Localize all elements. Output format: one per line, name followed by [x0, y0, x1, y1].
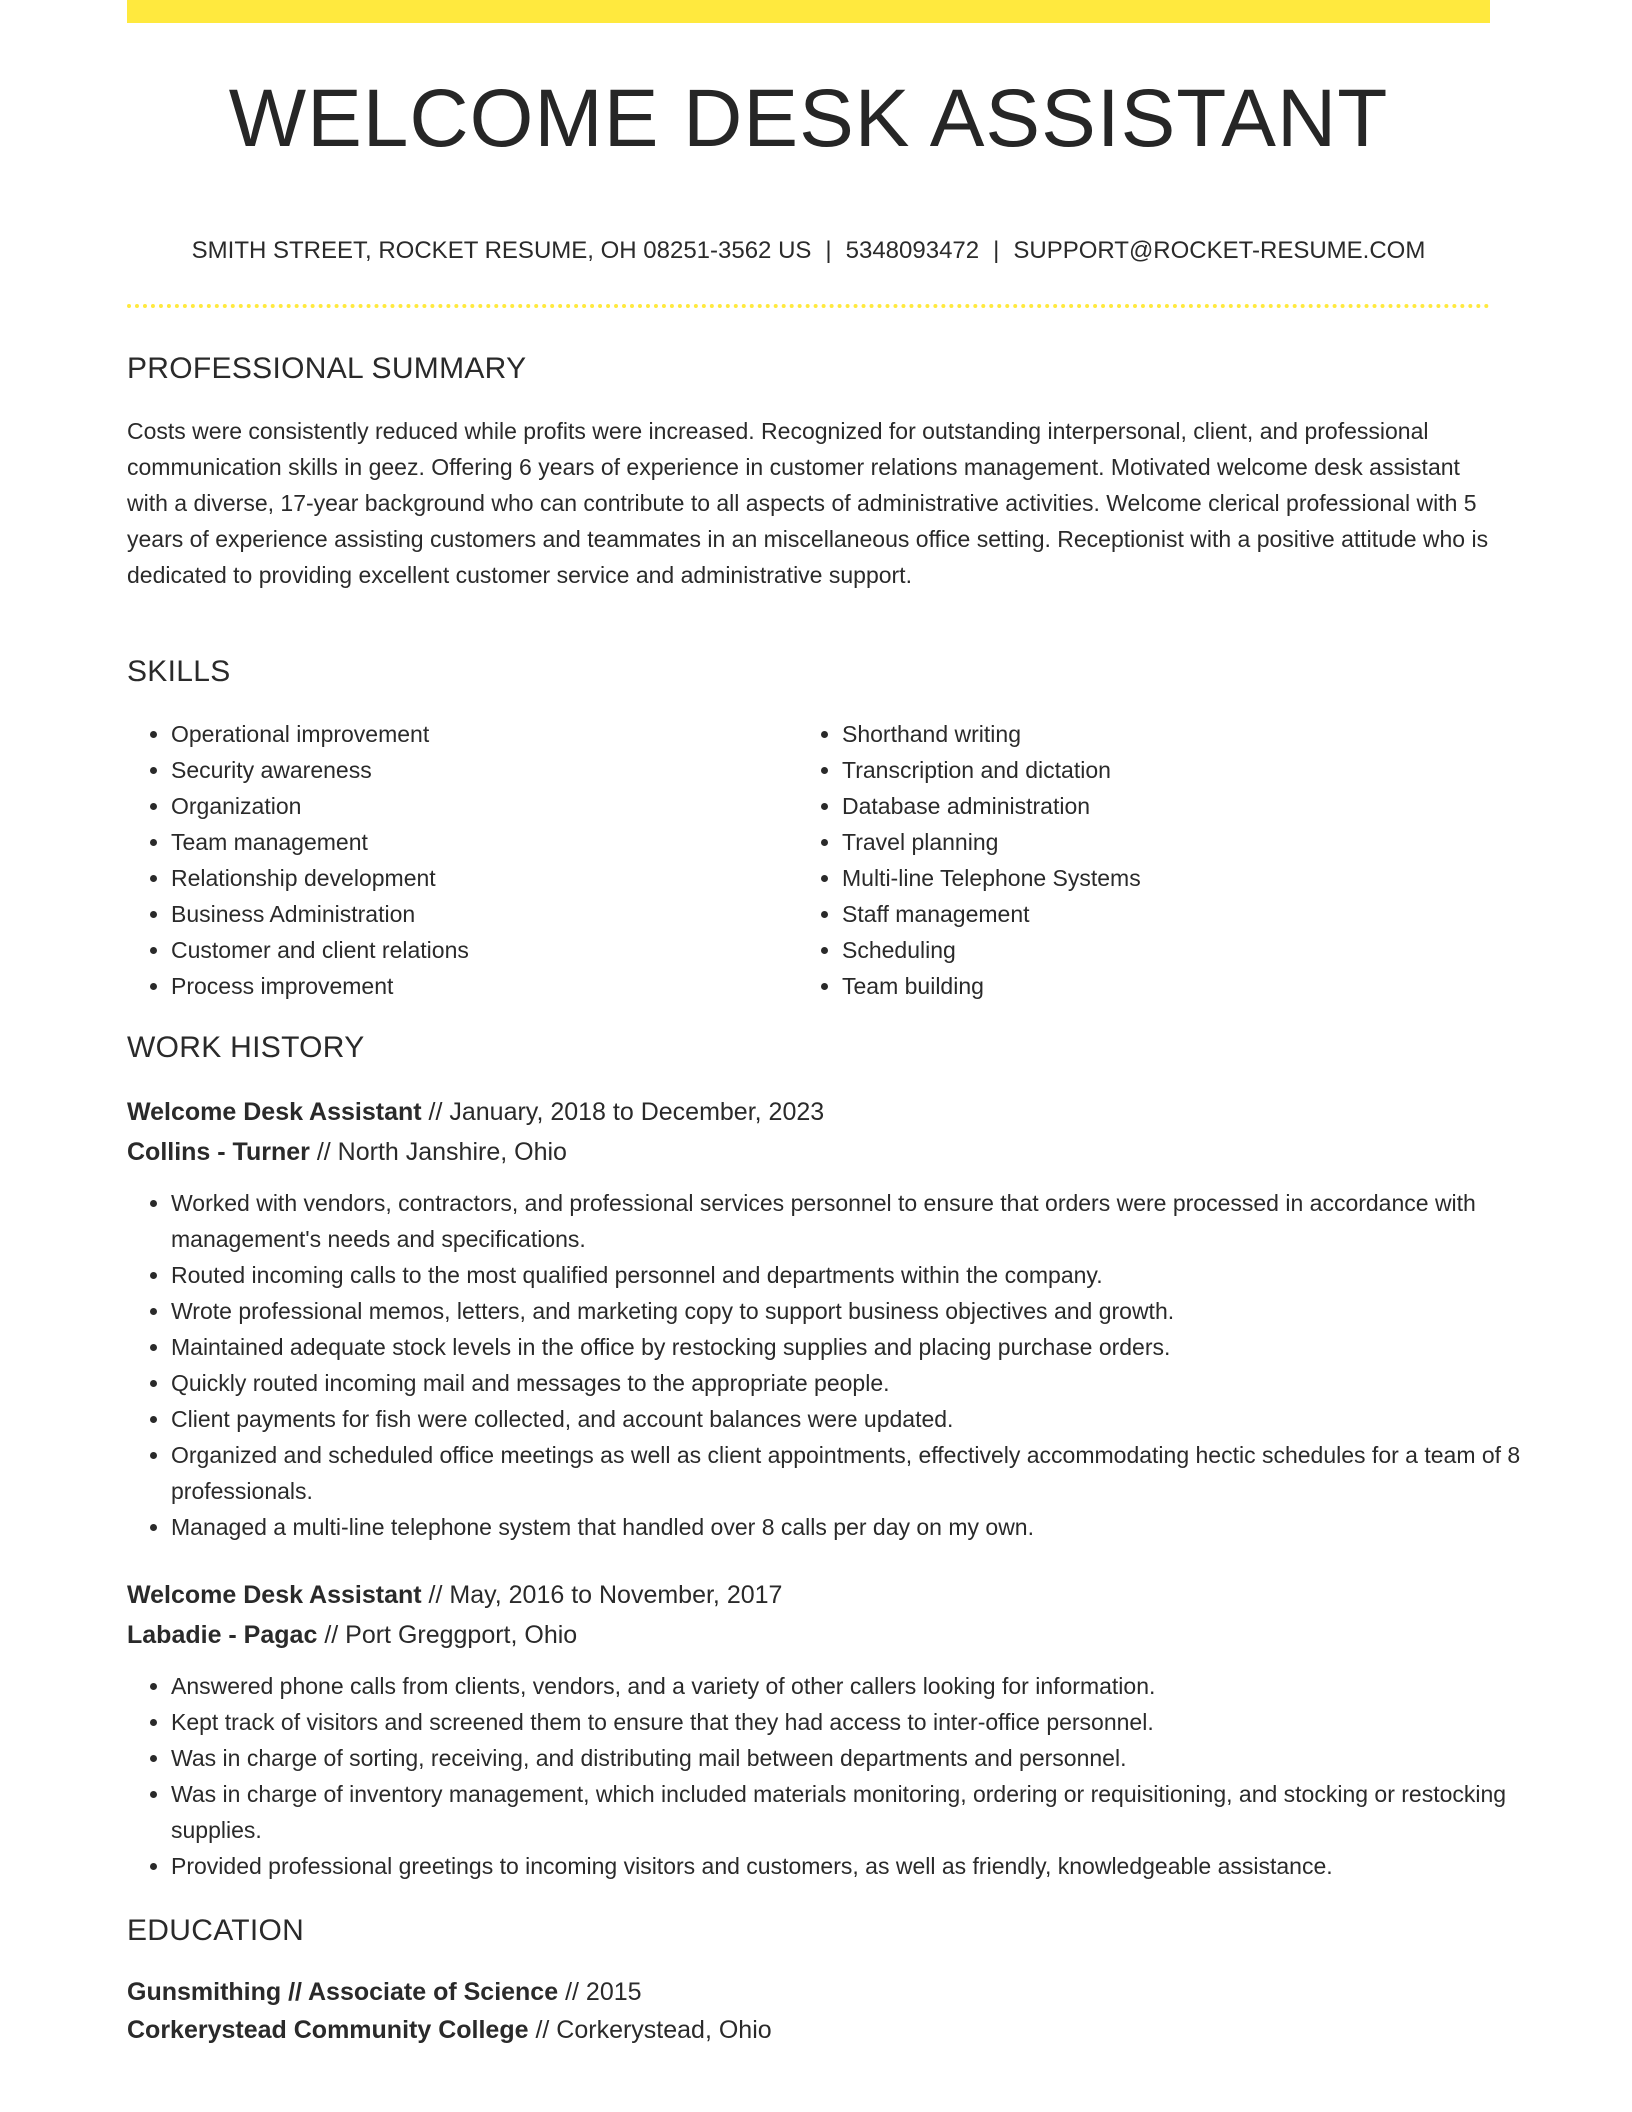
skill-item: • Process improvement: [171, 968, 791, 1004]
education-year: // 2015: [565, 1978, 642, 2006]
skill-item: • Security awareness: [171, 752, 791, 788]
education-location: // Corkerystead, Ohio: [535, 2016, 772, 2044]
job-company-line: [127, 1615, 577, 1655]
job-duty: • Worked with vendors, contractors, and professional services personnel to ensure that orders were processed in accordance with management's needs and specifications.: [171, 1185, 1534, 1257]
summary-heading: PROFESSIONAL SUMMARY: [127, 352, 527, 385]
work-history-heading: WORK HISTORY: [127, 1031, 365, 1064]
skill-item: • Team management: [171, 824, 791, 860]
job-title: Welcome Desk Assistant: [127, 1098, 422, 1126]
job-duty: • Quickly routed incoming mail and messages to the appropriate people.: [171, 1365, 1534, 1401]
job-company: Labadie - Pagac: [127, 1621, 318, 1649]
job-duty: • Provided professional greetings to incoming visitors and customers, as well as friendly, knowledgeable assistance.: [171, 1848, 1534, 1884]
skill-item: • Scheduling: [842, 932, 1462, 968]
skill-item: • Team building: [842, 968, 1462, 1004]
job-duty: • Managed a multi-line telephone system that handled over 8 calls per day on my own.: [171, 1509, 1534, 1545]
job-duty: • Organized and scheduled office meetings as well as client appointments, effectively accommodating hectic schedules for a team of 8 professionals.: [171, 1437, 1534, 1509]
education-heading: EDUCATION: [127, 1914, 305, 1947]
skill-item: • Multi-line Telephone Systems: [842, 860, 1462, 896]
accent-bar: [127, 0, 1490, 23]
job-duty: • Maintained adequate stock levels in the office by restocking supplies and placing purchase orders.: [171, 1329, 1534, 1365]
education-degree: Gunsmithing // Associate of Science: [127, 1978, 559, 2006]
contact-phone: 5348093472: [845, 237, 980, 264]
education-school: Corkerystead Community College: [127, 2016, 529, 2044]
skill-item: • Transcription and dictation: [842, 752, 1462, 788]
skill-item: • Business Administration: [171, 896, 791, 932]
job-duty: • Routed incoming calls to the most qualified personnel and departments within the company.: [171, 1257, 1534, 1293]
skill-item: • Travel planning: [842, 824, 1462, 860]
skill-item: • Operational improvement: [171, 716, 791, 752]
skills-heading: SKILLS: [127, 655, 231, 688]
job-duties-list: [127, 1668, 1534, 1884]
job-duty: • Was in charge of inventory management, which included materials monitoring, ordering or requisitioning, and stocking or restocking supplies.: [171, 1776, 1534, 1848]
education-school-line: [127, 2010, 772, 2050]
education-degree-line: [127, 1972, 642, 2012]
job-duties-list: [127, 1185, 1534, 1545]
skill-item: • Relationship development: [171, 860, 791, 896]
header-divider: [127, 304, 1490, 308]
contact-line: [127, 237, 1490, 265]
job-location: // Port Greggport, Ohio: [324, 1621, 578, 1649]
skills-list-right: [798, 716, 1462, 1004]
skill-item: • Shorthand writing: [842, 716, 1462, 752]
job-duty: • Wrote professional memos, letters, and marketing copy to support business objectives and growth.: [171, 1293, 1534, 1329]
contact-separator: |: [993, 237, 1000, 264]
job-title-line: [127, 1575, 782, 1615]
job-duty: • Kept track of visitors and screened them to ensure that they had access to inter-office personnel.: [171, 1704, 1534, 1740]
job-location: // North Janshire, Ohio: [316, 1138, 567, 1166]
skill-item: • Customer and client relations: [171, 932, 791, 968]
contact-email: SUPPORT@ROCKET-RESUME.COM: [1013, 237, 1426, 264]
skill-item: • Organization: [171, 788, 791, 824]
job-dates: // January, 2018 to December, 2023: [428, 1098, 825, 1126]
job-title: Welcome Desk Assistant: [127, 1581, 422, 1609]
skill-item: • Staff management: [842, 896, 1462, 932]
candidate-name: WELCOME DESK ASSISTANT: [228, 73, 1389, 164]
job-duty: • Client payments for fish were collected, and account balances were updated.: [171, 1401, 1534, 1437]
contact-address: SMITH STREET, ROCKET RESUME, OH 08251-3562 US: [191, 237, 812, 264]
job-dates: // May, 2016 to November, 2017: [428, 1581, 783, 1609]
job-duty: • Answered phone calls from clients, vendors, and a variety of other callers looking for information.: [171, 1668, 1534, 1704]
job-title-line: [127, 1092, 824, 1132]
job-company: Collins - Turner: [127, 1138, 310, 1166]
summary-text: Costs were consistently reduced while profits were increased. Recognized for outstanding interpersonal, client, and professional communication skills in geez. Offering 6 years of experience in customer relations management. Motivated welcome desk assistant with a diverse, 17-year background who can contribute to all aspects of administrative activities. Welcome clerical professional with 5 years of experience assisting customers and teammates in an miscellaneous office setting. Receptionist with a positive attitude who is dedicated to providing excellent customer service and administrative support.: [127, 418, 1489, 588]
job-company-line: [127, 1132, 567, 1172]
contact-separator: |: [825, 237, 832, 264]
skill-item: • Database administration: [842, 788, 1462, 824]
job-duty: • Was in charge of sorting, receiving, and distributing mail between departments and personnel.: [171, 1740, 1534, 1776]
skills-list-left: [127, 716, 791, 1004]
